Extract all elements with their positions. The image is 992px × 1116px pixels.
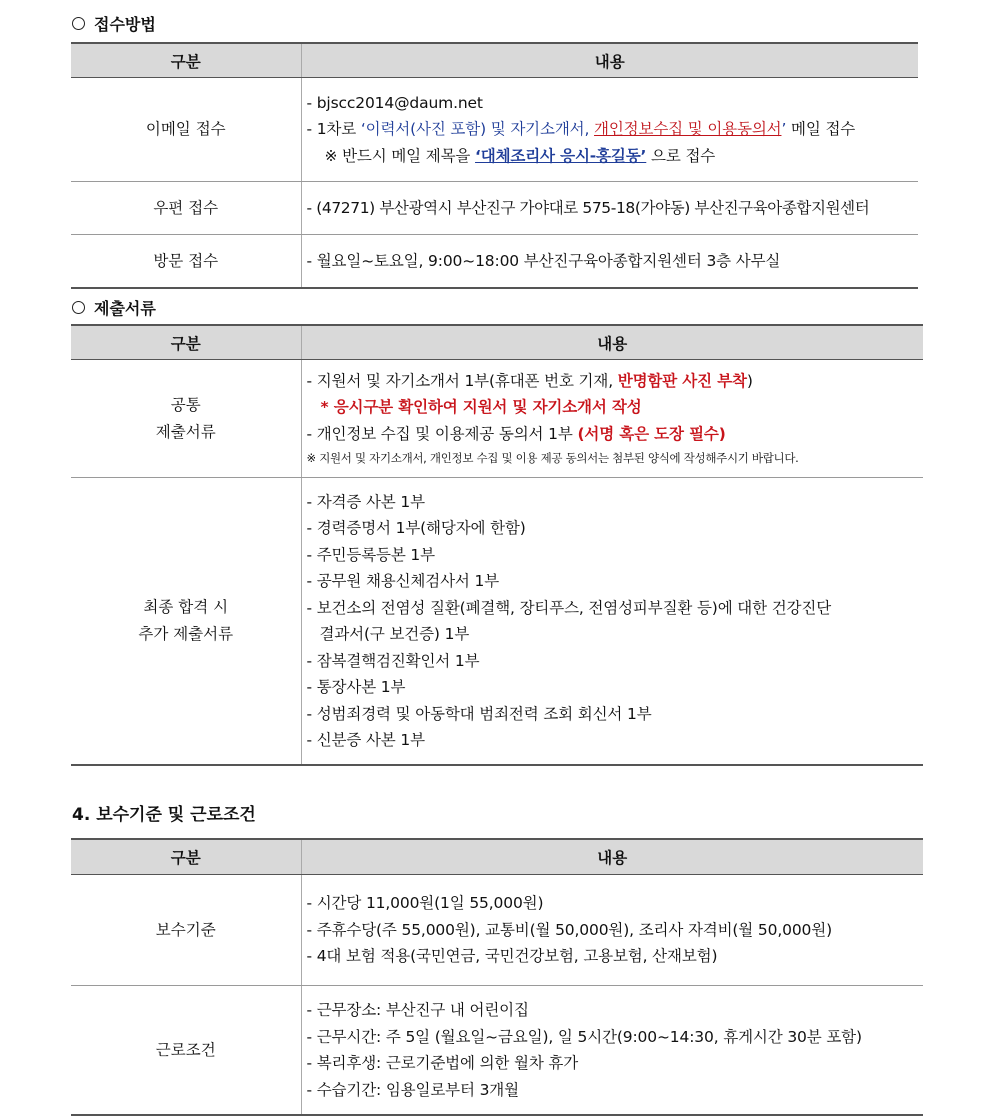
list-item: - 신분증 사본 1부 [306,731,425,749]
list-item: - 잠복결핵검진확인서 1부 [306,651,480,670]
row-label-common: 공통 제출서류 [71,360,301,478]
header-content: 내용 [301,839,923,875]
email-subject-note: ※ 반드시 메일 제목을 ‘대체조리사 응시-홍길동’ 으로 접수 [324,146,716,165]
table-row-email [71,78,918,182]
row-content-work [301,986,923,1116]
list-item: - 근무시간: 주 5일 (월요일~금요일), 일 5시간(9:00~14:30, 휴게시간 30분 포함) [306,1027,862,1046]
table-row-post [71,182,918,235]
row-label-visit: 방문 접수 [71,235,301,289]
table-header-row [71,325,923,360]
row-content-pay [301,875,923,986]
section-title-text: 제출서류 [94,299,156,318]
table-header-row [71,43,918,78]
row-label-final: 최종 합격 시 추가 제출서류 [71,478,301,766]
list-item: - 자격증 사본 1부 [306,492,425,511]
row-content-post [301,182,918,235]
circle-bullet-icon [72,17,85,30]
table-row-final [71,478,923,766]
section-title-documents [72,296,156,319]
table-row-pay [71,875,923,986]
common-doc-footnote: ※ 지원서 및 자기소개서, 개인정보 수집 및 이용 제공 동의서는 첨부된 양식에 작성해주시기 바랍니다. [306,451,799,466]
header-content: 내용 [301,325,923,360]
list-item: - 주민등록등본 1부 [306,545,435,564]
table-header-row [71,839,923,875]
row-label-post: 우편 접수 [71,182,301,235]
header-category: 구분 [71,839,301,875]
list-item: - 근무장소: 부산진구 내 어린이집 [306,1001,529,1019]
header-category: 구분 [71,325,301,360]
application-method-table [71,42,918,289]
email-subject-format: ‘대체조리사 응시-홍길동’ [475,146,647,165]
email-address: - bjscc2014@daum.net [306,93,483,112]
circle-bullet-icon [72,301,85,314]
list-item: - 보건소의 전염성 질환(폐결핵, 장티푸스, 전염성피부질환 등)에 대한 건강진단 [306,598,832,617]
email-instruction: - 1차로 ‘이력서(사진 포함) 및 자기소개서, 개인정보수집 및 이용동의서’ 메일 접수 [306,120,856,139]
table-row-common [71,360,923,478]
common-doc-note: * 응시구분 확인하여 지원서 및 자기소개서 작성 [320,398,642,417]
post-address: - (47271) 부산광역시 부산진구 가야대로 575-18(가야동) 부산진구육아종합지원센터 [306,198,870,217]
row-label-work: 근로조건 [71,986,301,1116]
common-doc-2: - 개인정보 수집 및 이용제공 동의서 1부 (서명 혹은 도장 필수) [306,424,726,443]
row-content-common [301,360,923,478]
list-item: 결과서(구 보건증) 1부 [319,625,470,643]
visit-hours: - 월요일~토요일, 9:00~18:00 부산진구육아종합지원센터 3층 사무실 [306,251,781,270]
pay-conditions-table [71,838,923,1116]
table-row-visit [71,235,918,289]
list-item: - 4대 보험 적용(국민연금, 국민건강보험, 고용보험, 산재보험) [306,947,718,966]
header-content: 내용 [301,43,918,78]
row-content-visit [301,235,918,289]
section-title-application [72,12,156,35]
section-title-text: 4. 보수기준 및 근로조건 [72,805,256,825]
list-item: - 공무원 채용신체검사서 1부 [306,572,500,590]
section-title-pay-conditions [72,800,256,825]
list-item: - 경력증명서 1부(해당자에 한함) [306,519,526,537]
common-doc-1: - 지원서 및 자기소개서 1부(휴대폰 번호 기재, 반명함판 사진 부착) [306,371,753,390]
row-label-pay: 보수기준 [71,875,301,986]
documents-table [71,324,923,766]
row-content-email [301,78,918,182]
section-title-text: 접수방법 [94,15,156,34]
list-item: - 시간당 11,000원(1일 55,000원) [306,894,544,913]
header-category: 구분 [71,43,301,78]
list-item: - 주휴수당(주 55,000원), 교통비(월 50,000원), 조리사 자격비(월 50,000원) [306,920,832,939]
row-label-email: 이메일 접수 [71,78,301,182]
list-item: - 수습기간: 임용일로부터 3개월 [306,1080,519,1099]
list-item: - 복리후생: 근로기준법에 의한 월차 휴가 [306,1054,579,1072]
row-content-final [301,478,923,766]
list-item: - 통장사본 1부 [306,678,406,696]
list-item: - 성범죄경력 및 아동학대 범죄전력 조회 회신서 1부 [306,704,652,723]
table-row-work [71,986,923,1116]
